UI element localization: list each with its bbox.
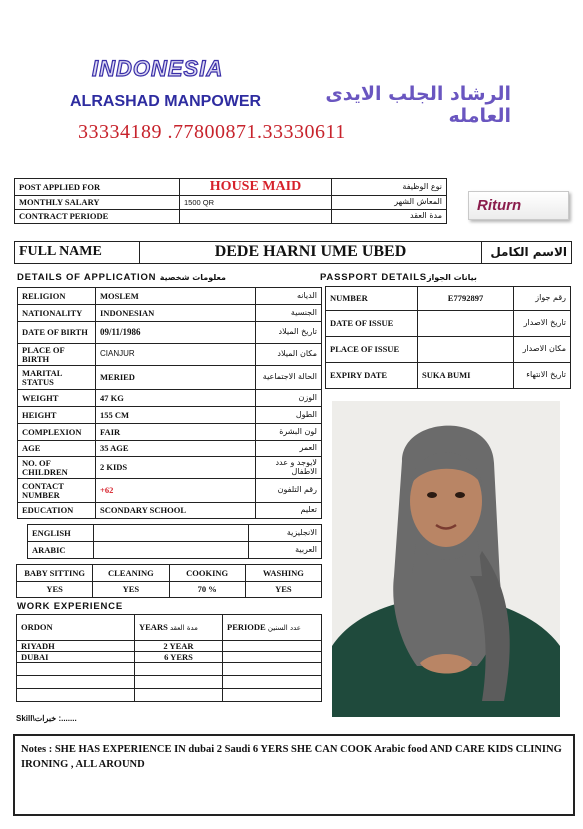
we-periode-arabic: عدد السنين (267, 623, 301, 632)
agency-name: ALRASHAD MANPOWER (70, 93, 262, 110)
job-label: CONTRACT PERIODE (15, 210, 180, 224)
language-arabic: الانجليزية (249, 525, 322, 542)
we-years (135, 676, 223, 689)
we-country (17, 663, 135, 676)
field-label: PLACE OF BIRTH (18, 344, 96, 366)
field-arabic: الوزن (256, 390, 322, 407)
passport-title (320, 272, 477, 283)
field-value: 35 AGE (96, 441, 256, 457)
application-title (17, 272, 226, 283)
field-value: FAIR (96, 424, 256, 441)
passport-title-arabic: بيانات الجواز (426, 273, 477, 282)
field-value: MERIED (96, 366, 256, 390)
field-label: EDUCATION (18, 503, 96, 519)
skill-value: 70 % (169, 582, 245, 598)
we-header-country: ORDON (17, 615, 135, 641)
field-value: 47 KG (96, 390, 256, 407)
field-value: MOSLEM (96, 288, 256, 305)
language-label: ARABIC (28, 542, 94, 559)
application-title-arabic: معلومات شخصية (159, 273, 226, 282)
passport-value (418, 337, 514, 363)
post-applied-value: HOUSE MAID (180, 179, 332, 196)
passport-value (418, 311, 514, 337)
passport-label: PLACE OF ISSUE (326, 337, 418, 363)
field-label: CONTACT NUMBER (18, 479, 96, 503)
language-label: ENGLISH (28, 525, 94, 542)
field-arabic: لون البشرة (256, 424, 322, 441)
agency-phones: 33334189 .77800871.33330611 (78, 121, 346, 143)
we-periode (223, 641, 322, 652)
passport-arabic: تاريخ الاصدار (514, 311, 571, 337)
we-years (135, 689, 223, 702)
field-value: INDONESIAN (96, 305, 256, 322)
we-years: 6 YERS (135, 652, 223, 663)
full-name-label: FULL NAME (15, 242, 140, 264)
job-label: MONTHLY SALARY (15, 196, 180, 210)
we-country (17, 676, 135, 689)
skill-header: CLEANING (93, 565, 169, 582)
passport-number: E7792897 (418, 287, 514, 311)
full-name-value: DEDE HARNI UME UBED (140, 242, 482, 264)
field-label: AGE (18, 441, 96, 457)
notes-box (13, 734, 575, 816)
skill-header: COOKING (169, 565, 245, 582)
field-label: NO. OF CHILDREN (18, 457, 96, 479)
we-periode (223, 652, 322, 663)
passport-value: SUKA BUMI (418, 363, 514, 389)
field-value: 09/11/1986 (96, 322, 256, 344)
field-label: HEIGHT (18, 407, 96, 424)
field-arabic: مكان الميلاد (256, 344, 322, 366)
field-label: WEIGHT (18, 390, 96, 407)
field-arabic: الطول (256, 407, 322, 424)
field-label: COMPLEXION (18, 424, 96, 441)
contact-value: +62 (96, 479, 256, 503)
skill-line: Skill\خبرات :....... (16, 714, 77, 723)
passport-arabic: تاريخ الانتهاء (514, 363, 571, 389)
field-arabic: الديانه (256, 288, 322, 305)
job-label: POST APPLIED FOR (15, 179, 180, 196)
we-years (135, 663, 223, 676)
full-name-arabic: الاسم الكامل (482, 242, 572, 264)
passport-table (325, 286, 571, 389)
language-value (94, 542, 249, 559)
field-arabic: الحالة الاجتماعية (256, 366, 322, 390)
we-years-arabic: مدة العقد (169, 623, 198, 632)
field-arabic: العمر (256, 441, 322, 457)
application-title-text: DETAILS OF APPLICATION (17, 272, 157, 283)
field-arabic: تاريخ الميلاد (256, 322, 322, 344)
field-arabic: رقم التلفون (256, 479, 322, 503)
we-header-periode (223, 615, 322, 641)
job-arabic: نوع الوظيفة (332, 179, 447, 196)
job-table (14, 178, 447, 224)
language-value (94, 525, 249, 542)
passport-arabic: مكان الاصدار (514, 337, 571, 363)
agency-name-arabic: الرشاد الجلب الايدى العامله (325, 83, 511, 127)
field-value: CIANJUR (96, 344, 256, 366)
job-arabic: المعاش الشهر (332, 196, 447, 210)
full-name-row (14, 241, 572, 264)
passport-label: EXPIRY DATE (326, 363, 418, 389)
skill-value: YES (93, 582, 169, 598)
application-table (17, 287, 322, 519)
job-arabic: مدة العقد (332, 210, 447, 224)
we-periode-label: PERIODE (227, 621, 266, 632)
notes-text: Notes : SHE HAS EXPERIENCE IN dubai 2 Saudi 6 YERS SHE CAN COOK Arabic food AND CARE KIDS CLINING IRONING , ALL AROUND (21, 744, 562, 771)
skill-value: YES (245, 582, 321, 598)
passport-label: DATE OF ISSUE (326, 311, 418, 337)
we-periode (223, 689, 322, 702)
country-title: INDONESIA (92, 56, 224, 81)
portrait-illustration (332, 401, 560, 717)
salary-value: 1500 QR (180, 196, 332, 210)
passport-label: NUMBER (326, 287, 418, 311)
language-arabic: العربية (249, 542, 322, 559)
applicant-photo (332, 401, 560, 717)
return-button[interactable]: Riturn (468, 191, 569, 220)
we-country (17, 689, 135, 702)
skill-header: BABY SITTING (17, 565, 93, 582)
work-experience-title: WORK EXPERIENCE (17, 601, 123, 612)
field-label: RELIGION (18, 288, 96, 305)
we-header-years (135, 615, 223, 641)
we-periode (223, 663, 322, 676)
work-experience-table (16, 614, 322, 702)
passport-title-text: PASSPORT DETAILS (320, 272, 427, 283)
field-value: SCONDARY SCHOOL (96, 503, 256, 519)
skills-table (16, 564, 322, 598)
we-years: 2 YEAR (135, 641, 223, 652)
we-country: RIYADH (17, 641, 135, 652)
field-label: MARITAL STATUS (18, 366, 96, 390)
field-value: 2 KIDS (96, 457, 256, 479)
skill-header: WASHING (245, 565, 321, 582)
contract-value (180, 210, 332, 224)
we-country: DUBAI (17, 652, 135, 663)
field-arabic: لايوجد و عدد الاطفال (256, 457, 322, 479)
field-arabic: تعليم (256, 503, 322, 519)
field-value: 155 CM (96, 407, 256, 424)
passport-arabic: رقم جواز (514, 287, 571, 311)
field-label: DATE OF BIRTH (18, 322, 96, 344)
we-years-label: YEARS (139, 621, 168, 632)
languages-table (27, 524, 322, 559)
skill-value: YES (17, 582, 93, 598)
field-arabic: الجنسية (256, 305, 322, 322)
we-periode (223, 676, 322, 689)
field-label: NATIONALITY (18, 305, 96, 322)
